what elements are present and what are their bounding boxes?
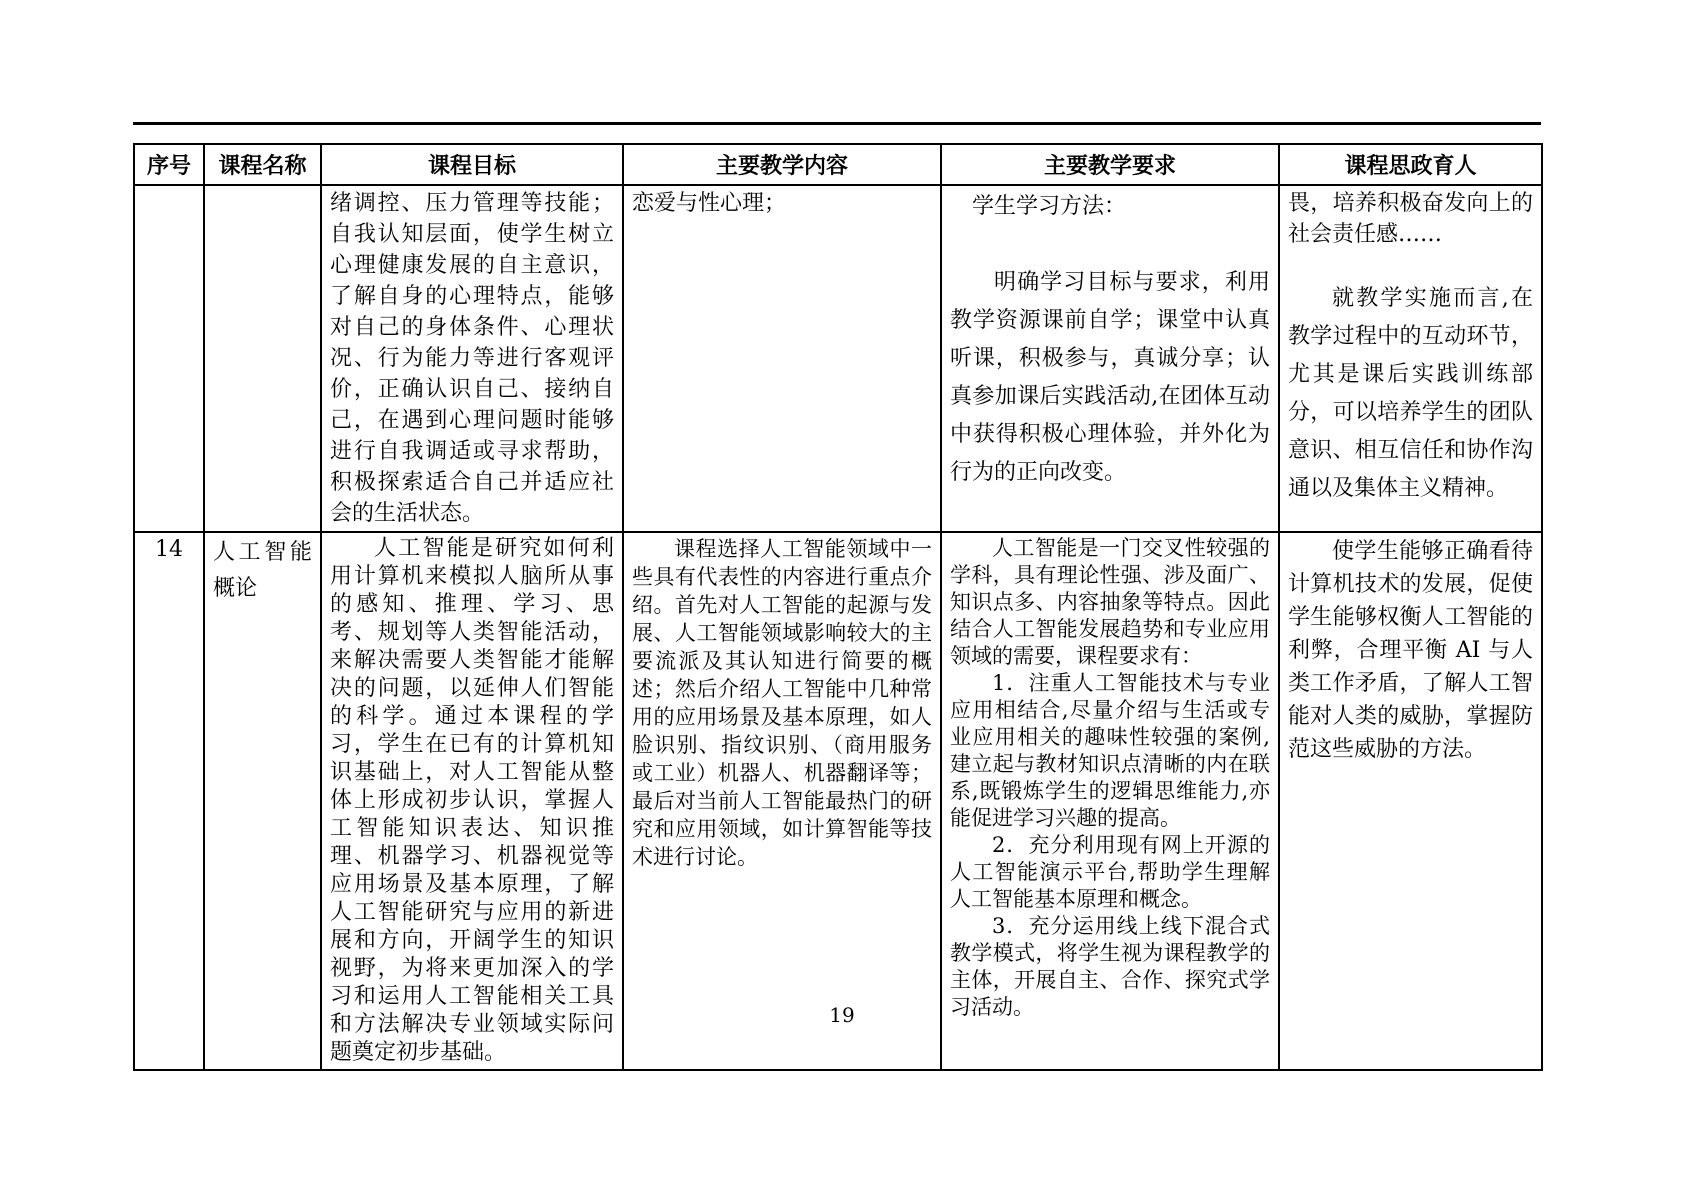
paragraph: 课程选择人工智能领域中一些具有代表性的内容进行重点介绍。首先对人工智能的起源与发展、人工智能领域影响较大的主要流派及其认知进行简要的概述；然后介绍人工智能中几种常用的应用场景及基本原理，如人脸识别、指纹识别、（商用服务或工业）机器人、机器翻译等；最后对当前人工智能最热门的研究和应用领域，如计算智能等技术进行讨论。 [632, 537, 932, 869]
paragraph: 人工智能是一门交叉性较强的学科，具有理论性强、涉及面广、知识点多、内容抽象等特点。因此结合人工智能发展趋势和专业应用领域的需要，课程要求有： [950, 536, 1270, 668]
cell-course-name [204, 185, 321, 532]
cell-ideology-education [1279, 185, 1542, 532]
page-header-rule [133, 122, 1541, 125]
paragraph: 1．注重人工智能技术与专业应用相结合,尽量介绍与生活或专业应用相关的趣味性较强的案例,建立起与教材知识点清晰的内在联系,既锻炼学生的逻辑思维能力,亦能促进学习兴趣的提高。 [950, 671, 1270, 830]
paragraph: 人工智能是研究如何利用计算机来模拟人脑所从事的感知、推理、学习、思考、规划等人类智能活动，来解决需要人类智能才能解决的问题，以延伸人们智能的科学。通过本课程的学习，学生在已有的计算机知识基础上，对人工智能从整体上形成初步认识，掌握人工智能知识表达、知识推理、机器学习、机器视觉等应用场景及基本原理，了解人工智能研究与应用的新进展和方向，开阔学生的知识视野，为将来更加深入的学习和运用人工智能相关工具和方法解决专业领域实际问题奠定初步基础。 [330, 536, 614, 1065]
column-header-teaching-content: 主要教学内容 [623, 144, 941, 185]
course-name-text: 人工智能概论 [213, 540, 312, 601]
paragraph: 明确学习目标与要求，利用教学资源课前自学；课堂中认真听课，积极参与，真诚分享；认真参加课后实践活动,在团体互动中获得积极心理体验，并外化为行为的正向改变。 [950, 270, 1270, 485]
table-header-row [134, 144, 1542, 185]
paragraph: 绪调控、压力管理等技能；自我认知层面，使学生树立心理健康发展的自主意识，了解自身的心理特点，能够对自己的身体条件、心理状况、行为能力等进行客观评价，正确认识自己、接纳自己，在遇到心理问题时能够进行自我调适或寻求帮助，积极探索适合自己并适应社会的生活状态。 [330, 191, 614, 526]
paragraph: 就教学实施而言,在教学过程中的互动环节，尤其是课后实践训练部分，可以培养学生的团队意识、相互信任和协作沟通以及集体主义精神。 [1288, 286, 1533, 501]
cell-seq: 14 [134, 532, 204, 1070]
cell-course-goals [321, 185, 623, 532]
table-row-continuation [134, 185, 1542, 532]
paragraph: 畏，培养积极奋发向上的社会责任感…… [1288, 191, 1533, 247]
column-header-course-goals: 课程目标 [321, 144, 623, 185]
cell-teaching-content [623, 185, 941, 532]
paragraph: 使学生能够正确看待计算机技术的发展，促使学生能够权衡人工智能的利弊，合理平衡 AI 与人类工作矛盾，了解人工智能对人类的威胁，掌握防范这些威胁的方法。 [1288, 539, 1533, 762]
cell-seq [134, 185, 204, 532]
cell-course-name [204, 532, 321, 1070]
cell-ideology-education [1279, 532, 1542, 1070]
paragraph [950, 226, 1270, 264]
table-row-14 [134, 532, 1542, 1070]
paragraph: 3．充分运用线上线下混合式教学模式，将学生视为课程教学的主体，开展自主、合作、探究式学习活动。 [950, 914, 1270, 1019]
cell-teaching-requirements [941, 532, 1279, 1070]
column-header-ideology-education: 课程思政育人 [1279, 144, 1542, 185]
column-header-course-name: 课程名称 [204, 144, 321, 185]
column-header-teaching-requirements: 主要教学要求 [941, 144, 1279, 185]
paragraph [1288, 250, 1533, 280]
column-header-seq: 序号 [134, 144, 204, 185]
paragraph: 学生学习方法： [972, 194, 1127, 219]
paragraph: 2．充分利用现有网上开源的人工智能演示平台,帮助学生理解人工智能基本原理和概念。 [950, 833, 1270, 911]
paragraph: 恋爱与性心理； [632, 191, 787, 216]
cell-course-goals [321, 532, 623, 1070]
cell-teaching-content [623, 532, 941, 1070]
page-number: 19 [829, 1003, 855, 1027]
cell-teaching-requirements [941, 185, 1279, 532]
course-table [133, 143, 1543, 1071]
